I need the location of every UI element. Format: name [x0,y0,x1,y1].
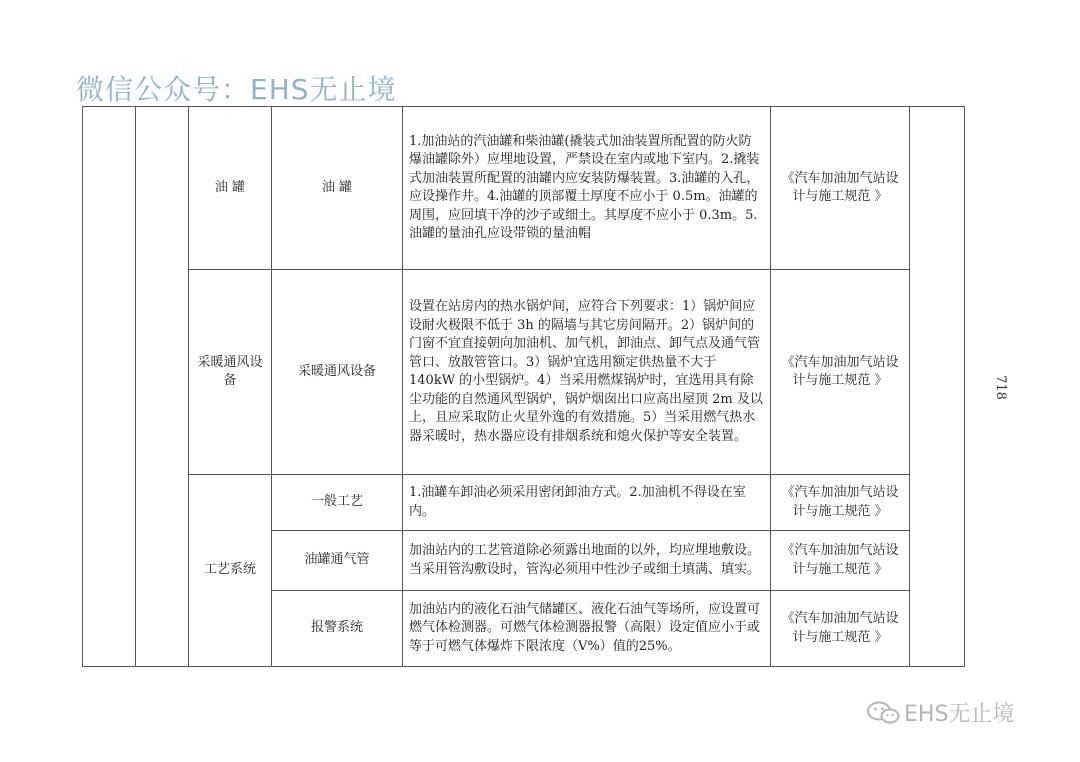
category-cell: 采暖通风设备 [189,270,272,475]
standard-cell: 《汽车加油加气站设计与施工规范 》 [771,591,910,667]
table-row [83,270,965,475]
requirement-cell: 加油站内的液化石油气储罐区、液化石油气等场所，应设置可燃气体检测器。可燃气体检测器报警（高限）设定值应小于或等于可燃气体爆炸下限浓度（V%）值的25%。 [403,591,771,667]
category-cell: 工艺系统 [189,475,272,667]
page-number: 718 [992,375,1008,400]
blank-column-7 [910,107,965,667]
item-cell: 采暖通风设备 [272,270,403,475]
table-row [83,475,965,531]
requirement-cell: 1.加油站的汽油罐和柴油罐(撬装式加油装置所配置的防火防爆油罐除外）应埋地设置，严禁设在室内或地下室内。2.撬装式加油装置所配置的油罐内应安装防爆装置。3.油罐的入孔，应设操作井。4.油罐的顶部覆土厚度不应小于 0.5m。油罐的周围，应回填干净的沙子或细土。其厚度不应小于 0.3m。5.油罐的量油孔应设带锁的量油帽 [403,107,771,270]
item-cell: 一般工艺 [272,475,403,531]
item-cell: 报警系统 [272,591,403,667]
requirement-cell: 加油站内的工艺管道除必须露出地面的以外，均应埋地敷设。当采用管沟敷设时，管沟必须用中性沙子或细土填满、填实。 [403,531,771,591]
category-cell: 油 罐 [189,107,272,270]
inspection-table [82,106,965,667]
wechat-icon [866,700,900,726]
watermark-text: EHS无止境 [904,702,1015,727]
item-cell: 油罐通气管 [272,531,403,591]
blank-column-1 [83,107,136,667]
item-cell: 油 罐 [272,107,403,270]
requirement-cell: 设置在站房内的热水锅炉间，应符合下列要求：1）锅炉间应设耐火极限不低于 3h 的隔墙与其它房间隔开。2）锅炉间的门窗不宜直接朝向加油机、加气机，卸油点、卸气点及通气管管口、放散管管口。3）锅炉宜选用额定供热量不大于 140kW 的小型锅炉。4）当采用燃煤锅炉时，宜选用具有除尘功能的自然通风型锅炉，锅炉烟囱出口应高出屋顶 2m 及以上，且应采取防止火星外逸的有效措施。5）当采用燃气热水器采暖时，热水器应设有排烟系统和熄火保护等安全装置。 [403,270,771,475]
standard-cell: 《汽车加油加气站设计与施工规范 》 [771,270,910,475]
standard-cell: 《汽车加油加气站设计与施工规范 》 [771,531,910,591]
standard-cell: 《汽车加油加气站设计与施工规范 》 [771,475,910,531]
blank-column-2 [136,107,189,667]
table-row [83,107,965,270]
requirement-cell: 1.油罐车卸油必须采用密闭卸油方式。2.加油机不得设在室内。 [403,475,771,531]
standard-cell: 《汽车加油加气站设计与施工规范 》 [771,107,910,270]
header-title: 微信公众号：EHS无止境 [76,73,397,106]
watermark [866,697,1014,728]
